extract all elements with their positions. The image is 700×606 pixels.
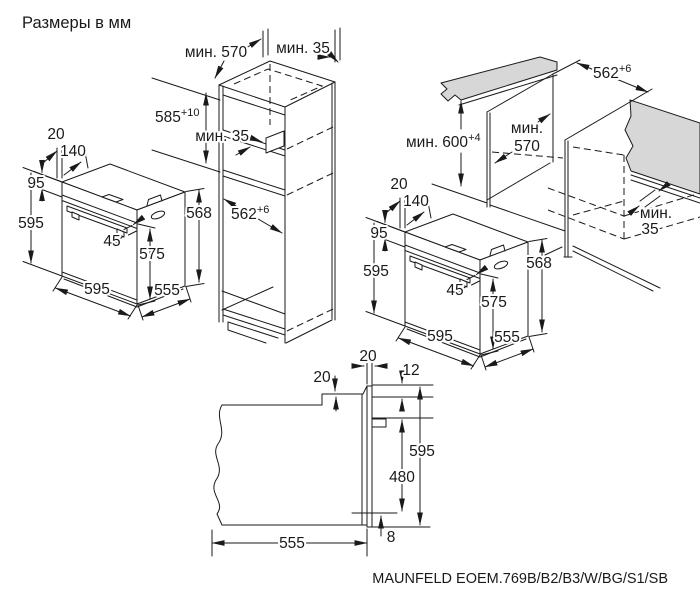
dim-label-oven-top-gap: 20 <box>390 176 408 193</box>
dim-label-side-top-step: 20 <box>313 369 331 386</box>
dim-label-side-door-thickness: 20 <box>359 348 377 365</box>
dim-label-oven-body-height: 568 <box>526 255 552 272</box>
dim-label-base-back-gap-2: 35 <box>641 221 659 238</box>
dim-label-side-door-top-offset: 12 <box>402 362 420 379</box>
dim-label-oven-frame-depth: 140 <box>403 193 429 210</box>
dim-label-tall-niche-height: $585^{+10}$ <box>155 107 200 126</box>
dim-label-oven-height: 595 <box>18 215 44 232</box>
dim-label-tall-niche-width: $562^{+6}$ <box>231 204 270 223</box>
dim-label-base-depth-min-2: 570 <box>514 138 540 155</box>
dim-label-base-niche-width: $562^{+6}$ <box>593 63 632 82</box>
side-section-view <box>212 348 435 556</box>
dim-label-base-depth-min-1: мин. <box>510 120 544 137</box>
dim-label-base-back-gap-1: мин. <box>639 205 673 222</box>
dim-label-oven-handle-depth: 45 <box>103 233 121 250</box>
dim-label-base-niche-height: мин. $600^{+4}$ <box>406 132 481 151</box>
dim-label-side-body-depth: 555 <box>279 535 305 552</box>
dim-label-oven-width: 595 <box>84 281 110 298</box>
dim-label-oven-frame-depth: 140 <box>60 143 86 160</box>
dim-label-oven-door-height: 575 <box>481 294 507 311</box>
dim-label-oven-depth: 555 <box>494 329 520 346</box>
model-label: MAUNFELD EOEM.769B/B2/B3/W/BG/S1/SB <box>372 571 668 587</box>
dim-label-tall-depth-min: мин. 570 <box>184 44 248 61</box>
dim-label-oven-panel-height: 95 <box>27 175 45 192</box>
oven-front-view-right <box>363 176 552 370</box>
oven-front-view-left <box>18 126 212 320</box>
dim-label-oven-width: 595 <box>427 328 453 345</box>
dim-label-oven-panel-height: 95 <box>370 225 388 242</box>
dim-label-tall-shelf-gap-min: мин. 35 <box>195 128 249 145</box>
page-title: Размеры в мм <box>22 14 132 32</box>
dim-label-side-inner-height: 480 <box>389 469 415 486</box>
dim-label-oven-handle-depth: 45 <box>446 282 464 299</box>
dim-label-tall-top-gap-min: мин. 35 <box>276 40 330 57</box>
dim-label-side-front-height: 595 <box>409 443 435 460</box>
dim-label-oven-body-height: 568 <box>186 205 212 222</box>
dim-label-oven-height: 595 <box>363 263 389 280</box>
tall-unit-drawing <box>152 28 340 343</box>
dim-label-side-bottom-gap: 8 <box>386 529 396 546</box>
dim-label-oven-top-gap: 20 <box>47 126 65 143</box>
dim-label-oven-depth: 555 <box>154 282 180 299</box>
dim-label-oven-door-height: 575 <box>139 246 165 263</box>
